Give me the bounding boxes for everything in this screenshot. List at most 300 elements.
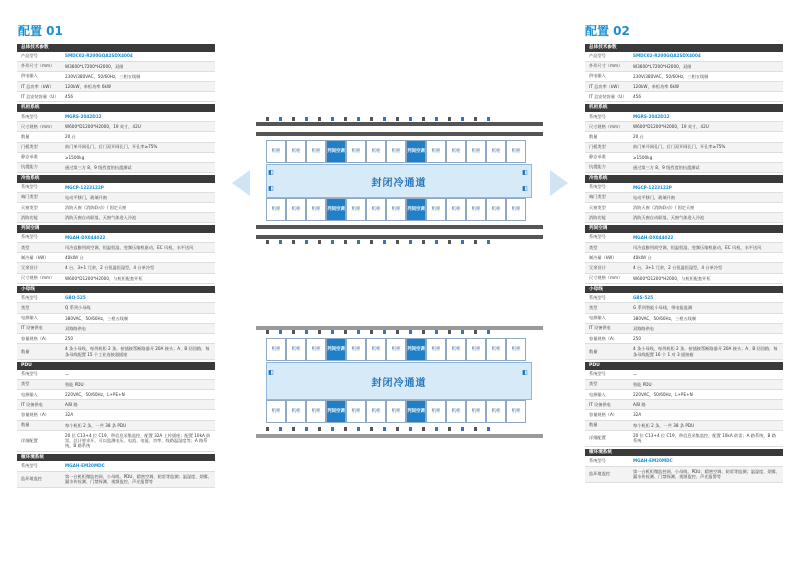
spec-value: 20 台 <box>633 134 644 140</box>
spec-section <box>17 362 215 452</box>
spec-key: 类型 <box>21 305 30 311</box>
busway-tap <box>409 240 412 244</box>
busway-tap <box>370 117 373 121</box>
spec-key: 容量规格（A） <box>589 412 617 418</box>
spec-key: 制冷量（kW） <box>589 254 617 260</box>
rack-cabinet: 机柜 <box>306 140 326 163</box>
spec-row <box>585 143 783 153</box>
busway-tap <box>461 240 464 244</box>
section-header: 小母线 <box>585 286 783 294</box>
spec-value: 20 位 C13+4 位 C19，带信息采集监控，配置 10kA 防雷；A 路系统，B 路系统 <box>633 433 776 444</box>
busway-tap <box>318 117 321 121</box>
spec-value: 第一台机柜微监控网、小母线、PDU、精密空调、防雷等监测；温湿度、烟雾、漏水传检测、门禁探测、视频监控、声光报警等 <box>633 468 781 479</box>
rack-cabinet: 机柜 <box>486 400 506 423</box>
spec-row <box>585 112 783 122</box>
inrow-ac-unit: 列间空调 <box>326 140 346 163</box>
section-header: 列间空调 <box>585 225 783 233</box>
rack-cabinet: 机柜 <box>446 198 466 221</box>
rack-cabinet: 机柜 <box>466 400 486 423</box>
rack-cabinet: 机柜 <box>426 198 446 221</box>
spec-key: 冗余设计 <box>21 264 38 270</box>
spec-value: 4 台，3+1 冗余，2 台恒温恒湿型，4 台单冷型 <box>633 265 723 271</box>
busway-tap <box>383 117 386 121</box>
spec-value: 230V/380VAC，50/60Hz，三相五线制 <box>633 73 709 79</box>
busway-tap <box>331 330 334 334</box>
spec-key: 静态承重 <box>589 154 606 160</box>
busway-rail <box>256 225 543 229</box>
spec-value: 120kW，单柜功率 6kW <box>633 84 680 90</box>
spec-value: MGCP-1223122P <box>633 184 672 190</box>
spec-value: 风冷直膨列间空调，恒温恒湿，变频压缩机驱动，EC 风机，水平送风 <box>633 244 762 250</box>
spec-value: W3600*L7200*H2000，双排 <box>65 63 124 69</box>
spec-key: 产品型号 <box>589 53 606 59</box>
spec-row <box>17 253 215 263</box>
spec-value: G 系列智能小母线，带电能监测 <box>633 305 693 311</box>
rack-cabinet: 机柜 <box>266 400 286 423</box>
busway-tap <box>305 117 308 121</box>
spec-key: 尺寸规格（mm） <box>589 275 623 281</box>
rack-cabinet: 机柜 <box>306 338 326 361</box>
spec-row <box>17 213 215 223</box>
spec-key: 数量 <box>21 133 30 139</box>
spec-key: 天窗类型 <box>21 204 38 210</box>
busway-tap <box>344 427 347 431</box>
section-header: 微环境系统 <box>17 454 215 462</box>
busway-tap <box>487 240 490 244</box>
busway-tap <box>435 240 438 244</box>
spec-section <box>585 104 783 173</box>
spec-row <box>17 112 215 122</box>
spec-value: A/B 路 <box>633 402 646 408</box>
busway-tap <box>344 117 347 121</box>
spec-row <box>17 472 215 488</box>
spec-row <box>585 263 783 273</box>
spec-row <box>17 143 215 153</box>
spec-value: W600*D1200*H2000，19 英寸，42U <box>65 124 141 130</box>
spec-row <box>585 62 783 72</box>
rack-cabinet: 机柜 <box>386 140 406 163</box>
busway-tap <box>383 240 386 244</box>
spec-key: 尺寸规格（mm） <box>21 275 55 281</box>
spec-row <box>17 314 215 324</box>
spec-row <box>17 370 215 380</box>
busway-tap <box>279 240 282 244</box>
spec-row <box>585 122 783 132</box>
spec-row <box>17 461 215 471</box>
busway-tap <box>396 330 399 334</box>
spec-value: 消防天窗（消防联动）/ 固定天窗 <box>65 204 127 210</box>
spec-row <box>585 390 783 400</box>
spec-row <box>585 253 783 263</box>
busway-tap <box>318 330 321 334</box>
spec-row <box>585 456 783 466</box>
rack-cabinet: 机柜 <box>346 338 366 361</box>
spec-value: 20 位 C13+4 位 C19，带信息采集监控，配置 32A 上传插座；配置 10kA 防雷，总计要求开，可以监测电压、电流、电能、功率、线路温湿度等；A 路系统，B 路系统 <box>65 433 211 449</box>
spec-row <box>17 183 215 193</box>
rack-cabinet: 机柜 <box>346 400 366 423</box>
spec-value: MGAH-EM20MDC <box>633 458 673 464</box>
rack-cabinet: 机柜 <box>366 400 386 423</box>
spec-value: 第一台机柜微监控网、小母线、PDU、精密空调、防雷等监测；温湿度、烟雾、漏水传检测、门禁探测、视频监控、声光报警等 <box>65 473 213 484</box>
spec-value: 双路路供电 <box>633 325 654 331</box>
spec-value: 消防天窗自动联落，天窗气体进入冷池 <box>633 215 705 221</box>
spec-row <box>585 163 783 173</box>
spec-key: IT 总功率（kW） <box>589 83 622 89</box>
section-header: 总体技术参数 <box>585 44 783 52</box>
spec-section <box>17 175 215 223</box>
arrow-right-icon <box>550 170 568 196</box>
spec-value: 通过第三方 8、9 级烈度的抗震测试 <box>65 164 132 170</box>
spec-row <box>17 52 215 62</box>
busway-rail <box>256 132 543 136</box>
door-icon: ◧ <box>268 369 274 376</box>
section-header: 小母线 <box>17 286 215 294</box>
rack-cabinet: 机柜 <box>306 400 326 423</box>
spec-row <box>585 293 783 303</box>
rack-cabinet: 机柜 <box>506 338 526 361</box>
spec-key: 容量规格（A） <box>21 412 49 418</box>
spec-row <box>585 410 783 420</box>
rack-cabinet: 机柜 <box>446 400 466 423</box>
spec-value: 前门单开网孔门，后门双开网孔门，开孔率≥75% <box>633 144 726 150</box>
spec-value: 消防天窗（消防联动）/ 固定天窗 <box>633 204 695 210</box>
section-header: 冷池系统 <box>17 175 215 183</box>
spec-value: 通过第三方 8、9 级烈度的抗震测试 <box>633 164 700 170</box>
busway-tap <box>266 117 269 121</box>
spec-key: 类型 <box>589 305 598 311</box>
spec-key: 数量 <box>589 422 598 428</box>
spec-key: 电源输入 <box>21 315 38 321</box>
door-icon: ◧ <box>522 169 528 176</box>
inrow-ac-unit: 列间空调 <box>406 338 426 361</box>
spec-value: 智能 PDU <box>633 381 652 387</box>
rack-cabinet: 机柜 <box>266 338 286 361</box>
busway-tap <box>344 240 347 244</box>
rack-cabinet: 机柜 <box>266 198 286 221</box>
busway-tap <box>279 427 282 431</box>
spec-key: 系统型号 <box>21 294 38 300</box>
spec-key: 数量 <box>589 133 598 139</box>
busway-tap <box>383 427 386 431</box>
spec-row <box>585 467 783 483</box>
config-02-title: 配置 02 <box>585 24 630 38</box>
spec-key: 类型 <box>21 381 30 387</box>
busway-tap <box>474 117 477 121</box>
spec-row <box>585 72 783 82</box>
busway-tap <box>396 240 399 244</box>
spec-key: 系统型号 <box>589 294 606 300</box>
spec-section <box>17 104 215 173</box>
rack-cabinet: 机柜 <box>306 198 326 221</box>
rack-cabinet: 机柜 <box>446 338 466 361</box>
spec-value: 智能 PDU <box>65 381 84 387</box>
spec-key: 抗震能力 <box>589 164 606 170</box>
spec-value: SMDC02-R200GQA2SDX4004 <box>633 53 701 59</box>
busway-tap <box>474 427 477 431</box>
busway-tap <box>370 330 373 334</box>
config-01-spec-table <box>17 44 215 490</box>
busway-tap <box>318 240 321 244</box>
spec-value: MGAH-DX044022 <box>65 234 106 240</box>
rack-cabinet: 机柜 <box>506 198 526 221</box>
spec-row <box>17 92 215 102</box>
busway-tap <box>461 427 464 431</box>
spec-value: 消防天窗自动联落，天窗气体进入冷池 <box>65 215 137 221</box>
spec-key: 类型 <box>589 244 598 250</box>
spec-section <box>585 286 783 360</box>
spec-section <box>17 286 215 360</box>
rack-cabinet: 机柜 <box>346 198 366 221</box>
spec-value: 380VAC，50/60Hz，三相五线制 <box>65 315 129 321</box>
busway-tap <box>461 330 464 334</box>
spec-key: 静态承重 <box>21 154 38 160</box>
door-icon: ◧ <box>522 369 528 376</box>
spec-key: 系统型号 <box>589 457 606 463</box>
spec-key: 容量规格（A） <box>589 335 617 341</box>
rack-row-a <box>266 140 526 163</box>
spec-row <box>17 193 215 203</box>
section-header: PDU <box>585 362 783 370</box>
spec-row <box>585 52 783 62</box>
spec-key: IT 总功率（kW） <box>21 83 54 89</box>
spec-row <box>585 132 783 142</box>
spec-value: 前门单开网孔门，后门双开网孔门，开孔率≥75% <box>65 144 158 150</box>
busway-tap <box>279 330 282 334</box>
spec-key: 数量 <box>589 348 598 354</box>
busway-tap <box>448 117 451 121</box>
spec-key: 供电输入 <box>21 73 38 79</box>
busway-tap <box>357 330 360 334</box>
busway-tap <box>357 117 360 121</box>
spec-key: 供电输入 <box>589 73 606 79</box>
busway-tap <box>357 240 360 244</box>
spec-row <box>585 183 783 193</box>
busway-taps <box>266 240 490 244</box>
spec-key: 监环境监控 <box>589 471 610 476</box>
spec-key: 数量 <box>21 348 30 354</box>
spec-key: 端门类型 <box>21 194 38 200</box>
spec-section <box>585 175 783 223</box>
spec-row <box>585 213 783 223</box>
spec-key: IT 设备供电 <box>21 401 43 407</box>
spec-key: 系统型号 <box>21 462 38 468</box>
spec-row <box>17 62 215 72</box>
busway-tap <box>292 330 295 334</box>
spec-value: 20 台 <box>65 134 76 140</box>
spec-key: 产品型号 <box>21 53 38 59</box>
layout-diagram-bottom <box>256 318 543 458</box>
busway-tap <box>357 427 360 431</box>
spec-row <box>585 233 783 243</box>
spec-row <box>585 370 783 380</box>
rack-cabinet: 机柜 <box>386 198 406 221</box>
rack-cabinet: 机柜 <box>426 140 446 163</box>
busway-tap <box>474 240 477 244</box>
spec-key: 系统型号 <box>21 113 38 119</box>
spec-row <box>17 233 215 243</box>
rack-cabinet: 机柜 <box>386 338 406 361</box>
door-icon: ◧ <box>522 185 528 192</box>
busway-tap <box>435 117 438 121</box>
section-header: 机柜系统 <box>585 104 783 112</box>
spec-value: — <box>65 371 70 377</box>
busway-tap <box>383 330 386 334</box>
rack-cabinet: 机柜 <box>266 140 286 163</box>
busway-tap <box>409 330 412 334</box>
spec-value: MGAH-EM20MDC <box>65 463 105 469</box>
inrow-ac-unit: 列间空调 <box>406 140 426 163</box>
busway-rail <box>256 122 543 126</box>
spec-value: 电动平移门，玻璃开窗 <box>633 194 675 200</box>
busway-tap <box>396 427 399 431</box>
spec-row <box>17 163 215 173</box>
busway-tap <box>370 427 373 431</box>
busway-tap <box>344 330 347 334</box>
busway-tap <box>448 427 451 431</box>
busway-tap <box>279 117 282 121</box>
rack-row-b <box>266 400 526 423</box>
spec-key: IT 总安装容量（U） <box>589 93 627 99</box>
busway-tap <box>409 117 412 121</box>
spec-key: 容量规格（A） <box>21 335 49 341</box>
busway-tap <box>487 427 490 431</box>
spec-row <box>17 324 215 334</box>
inrow-ac-unit: 列间空调 <box>406 400 426 423</box>
door-icon: ◧ <box>268 185 274 192</box>
rack-cabinet: 机柜 <box>346 140 366 163</box>
rack-cabinet: 机柜 <box>386 400 406 423</box>
rack-cabinet: 机柜 <box>286 400 306 423</box>
spec-value: 230V/380VAC，50/60Hz，三相五线制 <box>65 73 141 79</box>
spec-value: 40kW/ 台 <box>65 255 84 261</box>
spec-row <box>17 410 215 420</box>
spec-key: 消防功能 <box>21 214 38 220</box>
section-header: 微环境系统 <box>585 449 783 457</box>
spec-value: W600*D1200*H2000，与机柜配套并柜 <box>65 275 143 281</box>
spec-key: 尺寸规格（mm） <box>589 123 623 129</box>
busway-taps <box>266 330 490 334</box>
rack-cabinet: 机柜 <box>466 338 486 361</box>
spec-key: 电源输入 <box>21 391 38 397</box>
busway-tap <box>448 330 451 334</box>
spec-value: 32A <box>633 412 642 418</box>
spec-value: W600*D1200*H2000，与机柜配套并柜 <box>633 275 711 281</box>
spec-value: 每个机柜 2 条，一共 38 条 PDU <box>633 422 695 428</box>
busway-tap <box>435 427 438 431</box>
config-01-title: 配置 01 <box>18 24 63 38</box>
spec-value: MGCP-1223122P <box>65 184 104 190</box>
busway-tap <box>266 427 269 431</box>
section-header: 列间空调 <box>17 225 215 233</box>
busway-tap <box>331 427 334 431</box>
rack-cabinet: 机柜 <box>486 198 506 221</box>
busway-tap <box>305 330 308 334</box>
spec-section <box>585 225 783 283</box>
spec-value: W600*D1200*H2000，19 英寸，42U <box>633 124 709 130</box>
busway-tap <box>292 427 295 431</box>
spec-row <box>17 380 215 390</box>
spec-key: 门板类型 <box>589 144 606 150</box>
busway-tap <box>487 117 490 121</box>
inrow-ac-unit: 列间空调 <box>326 338 346 361</box>
spec-row <box>17 263 215 273</box>
spec-key: 详细配置 <box>21 437 38 443</box>
spec-key: 门板类型 <box>21 144 38 150</box>
spec-value: MGRS-2042D12 <box>633 113 670 119</box>
spec-value: 220VAC，50/60Hz，L+PE+N <box>633 392 693 398</box>
busway-tap <box>435 330 438 334</box>
spec-value: SMDC02-R200GQA2SDX4004 <box>65 53 133 59</box>
spec-row <box>17 431 215 452</box>
rack-cabinet: 机柜 <box>486 140 506 163</box>
spec-value: 380VAC，50/60Hz，三相五线制 <box>633 315 697 321</box>
busway-tap <box>370 240 373 244</box>
spec-value: 4 条小母线，每列机柜 2 条，按插接帮断路器开 20A 接头；A、B 回回路，每条母线配置 16 个 1 对 3 插接箱 <box>633 346 778 357</box>
spec-row <box>585 344 783 360</box>
spec-value: 4 台，3+1 冗余，2 台恒温恒湿型，4 台单冷型 <box>65 265 155 271</box>
spec-row <box>17 203 215 213</box>
spec-key: 系统型号 <box>21 234 38 240</box>
spec-key: 外形尺寸（mm） <box>589 63 623 69</box>
spec-key: 监环境监控 <box>21 476 42 481</box>
busway-tap <box>448 240 451 244</box>
spec-value: — <box>633 371 638 377</box>
busway-tap <box>474 330 477 334</box>
busway-tap <box>318 427 321 431</box>
spec-key: 电源输入 <box>589 391 606 397</box>
spec-value: 456 <box>633 94 641 100</box>
spec-value: 120kW，单柜功率 6kW <box>65 84 112 90</box>
section-header: PDU <box>17 362 215 370</box>
spec-key: IT 设备供电 <box>589 401 611 407</box>
busway-tap <box>266 240 269 244</box>
rack-cabinet: 机柜 <box>466 198 486 221</box>
spec-row <box>17 122 215 132</box>
spec-key: 电源输入 <box>589 315 606 321</box>
spec-row <box>585 314 783 324</box>
spec-value: 双路路供电 <box>65 325 86 331</box>
rack-cabinet: 机柜 <box>426 338 446 361</box>
spec-row <box>585 243 783 253</box>
rack-cabinet: 机柜 <box>286 338 306 361</box>
spec-key: IT 总安装容量（U） <box>21 93 59 99</box>
spec-row <box>585 380 783 390</box>
busway-tap <box>305 240 308 244</box>
spec-row <box>17 390 215 400</box>
rack-row-b <box>266 198 526 221</box>
spec-key: 类型 <box>589 381 598 387</box>
spec-section <box>585 362 783 447</box>
rack-cabinet: 机柜 <box>466 140 486 163</box>
spec-value: GBQ-525 <box>65 295 86 301</box>
cold-aisle: 封闭冷通道 <box>266 362 532 400</box>
busway-tap <box>461 117 464 121</box>
spec-section <box>585 449 783 483</box>
spec-value: GBS-525 <box>633 295 654 301</box>
spec-key: 消防功能 <box>589 214 606 220</box>
rack-row-a <box>266 338 526 361</box>
spec-key: 系统型号 <box>589 234 606 240</box>
spec-row <box>585 303 783 313</box>
spec-row <box>585 193 783 203</box>
config-02-spec-table <box>585 44 783 485</box>
spec-key: 抗震能力 <box>21 164 38 170</box>
spec-row <box>17 421 215 431</box>
spec-key: IT 设备供电 <box>589 325 611 331</box>
spec-row <box>17 243 215 253</box>
spec-row <box>17 132 215 142</box>
busway-tap <box>409 427 412 431</box>
